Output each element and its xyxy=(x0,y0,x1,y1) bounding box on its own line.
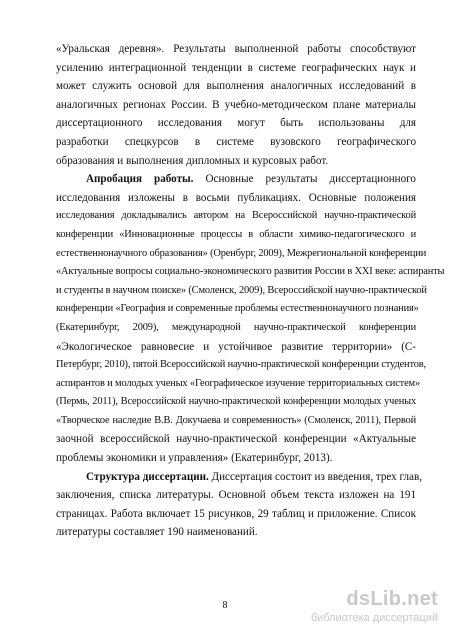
text-line: естественнонаучного образования» (Оренбург, 2009), Межрегиональной конференции xyxy=(56,247,427,259)
text-line: страницах. Работа включает 15 рисунков, 29 таблиц и приложение. Список xyxy=(56,507,416,520)
text-line: «Экологическое равновесие и устойчивое развитие территории» (С- xyxy=(56,340,416,353)
text-line: «Уральская деревня». Результаты выполненной работы способствуют xyxy=(56,43,416,55)
section-heading-approbation: Апробация работы. xyxy=(86,173,194,186)
text-line: усилению интеграционной тенденции в системе географических наук и xyxy=(56,61,416,74)
text-line: исследования изложены в восьми публикациях. Основные положения xyxy=(56,191,416,204)
text-line: исследования докладывались автором на Всероссийской научно-практической xyxy=(56,210,416,222)
text-line: (Екатеринбург, 2009), международной научно-практической конференции xyxy=(56,321,416,333)
section-heading-structure: Структура диссертации. xyxy=(86,470,209,483)
watermark-subtitle: библиотека диссертаций xyxy=(310,612,438,624)
text-line: заключения, списка литературы. Основной объем текста изложен на 191 xyxy=(56,489,416,502)
text-line: Структура диссертации. Диссертация состоит из введения, трех глав, xyxy=(86,470,422,483)
text-line: проблемы экономики и управления» (Екатеринбург, 2013). xyxy=(56,452,333,465)
text-line: конференции «География и современные проблемы естественнонаучного познания» xyxy=(56,303,419,315)
text-line: «Творческое наследие В.В. Докучаева и современность» (Смоленск, 2011), Первой xyxy=(56,414,416,426)
text-line: (Пермь, 2011), Всероссийской научно-практической конференции молодых ученых xyxy=(56,396,416,408)
body-text xyxy=(56,40,445,542)
text-line: «Актуальные вопросы социально-экономического развития России в XXI веке: аспиранты xyxy=(56,266,445,278)
text-line: Петербург, 2010), пятой Всероссийской научно-практической конференции студентов, xyxy=(56,359,426,371)
page-number: 8 xyxy=(222,600,228,611)
text-line: образования и выполнения дипломных и курсовых работ. xyxy=(56,154,329,167)
text-line: аналогичных регионах России. В учебно-методическом плане материалы xyxy=(56,98,416,111)
text-line: Апробация работы. Основные результаты диссертационного xyxy=(86,173,416,186)
text-line: и студенты в научном поиске» (Смоленск, 2009), Всероссийской научно-практической xyxy=(56,284,427,296)
text-line: диссертационного исследования могут быть использованы для xyxy=(56,117,416,130)
text-line: конференции «Инновационные процессы в области химико-педагогического и xyxy=(56,228,416,240)
text-line: разработки спецкурсов в системе вузовского географического xyxy=(56,135,416,148)
watermark-logo: dsLib.net xyxy=(346,588,438,610)
text-line: литературы составляет 190 наименований. xyxy=(56,526,258,539)
text-line: может служить основой для выполнения аналогичных исследований в xyxy=(56,80,416,93)
text-line: аспирантов и молодых ученых «Географическое изучение территориальных систем» xyxy=(56,377,420,389)
text-line: заочной всероссийской научно-практической конференции «Актуальные xyxy=(56,433,416,446)
